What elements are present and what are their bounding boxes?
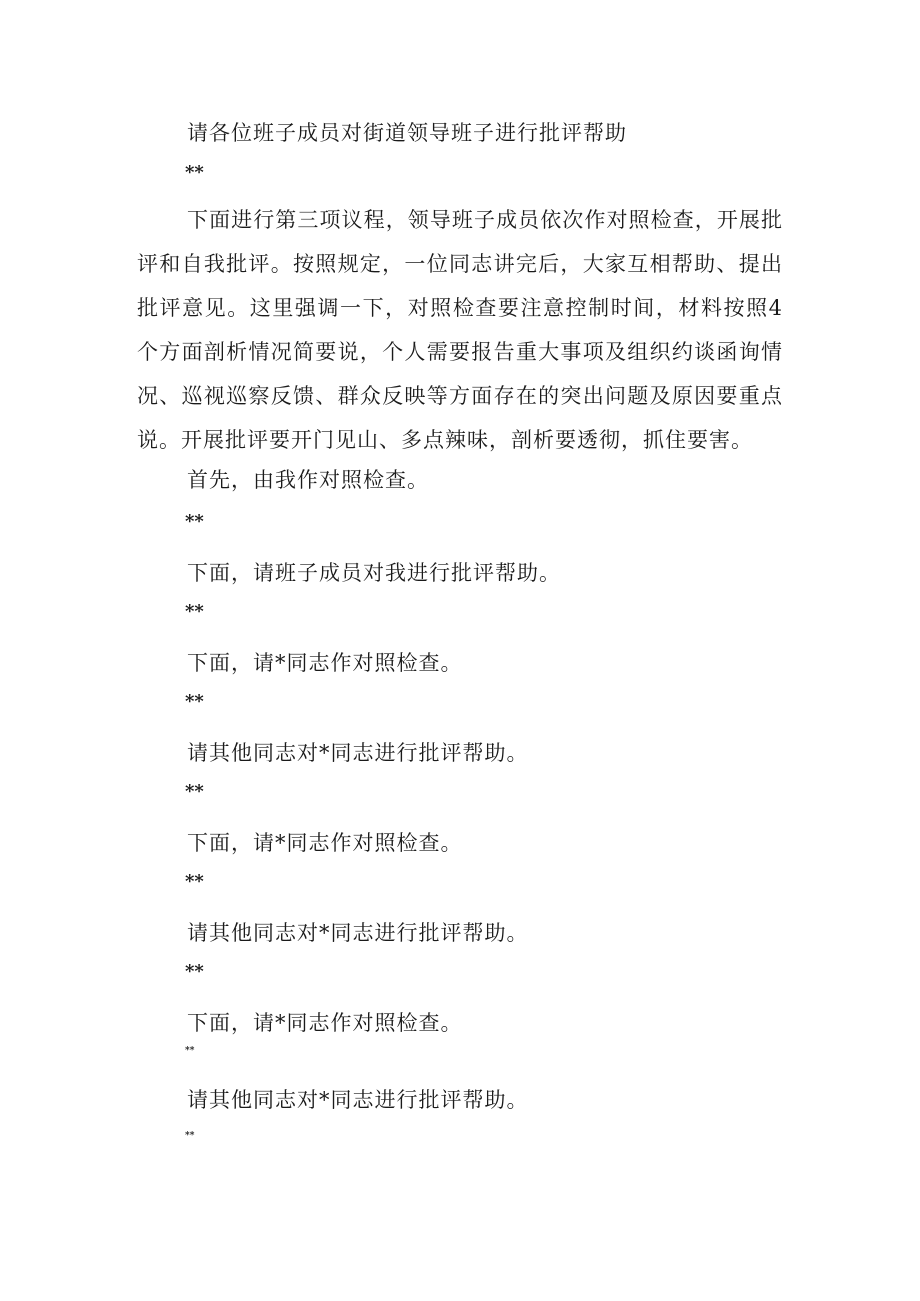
- marker: **: [185, 871, 204, 892]
- line-next-check: 下面，请*同志作对照检查。: [187, 651, 463, 675]
- marker-small: **: [185, 1046, 195, 1056]
- marker: **: [185, 691, 204, 712]
- line-first-self: 首先，由我作对照检查。: [187, 468, 429, 492]
- line-request-self: 下面，请班子成员对我进行批评帮助。: [187, 561, 561, 585]
- marker: **: [185, 511, 204, 532]
- marker: **: [185, 601, 204, 622]
- line-others-help: 请其他同志对*同志进行批评帮助。: [187, 921, 529, 945]
- marker: **: [185, 961, 204, 982]
- line-next-check: 下面，请*同志作对照检查。: [187, 831, 463, 855]
- line-next-check: 下面，请*同志作对照检查。: [187, 1011, 463, 1035]
- title-line: 请各位班子成员对街道领导班子进行批评帮助: [187, 121, 627, 145]
- line-others-help: 请其他同志对*同志进行批评帮助。: [187, 741, 529, 765]
- main-paragraph: 下面进行第三项议程，领导班子成员依次作对照检查，开展批评和自我批评。按照规定，一位同志讲完后，大家互相帮助、提出批评意见。这里强调一下，对照检查要注意控制时间，材料按照4个方面剖析情况简要说，个人需要报告重大事项及组织约谈函询情况、巡视巡察反馈、群众反映等方面存在的突出问题及原因要重点说。开展批评要开门见山、多点辣味，剖析要透彻，抓住要害。: [137, 208, 783, 452]
- marker: **: [185, 162, 204, 183]
- line-others-help: 请其他同志对*同志进行批评帮助。: [187, 1088, 529, 1112]
- marker-small: **: [185, 1131, 195, 1141]
- marker: **: [185, 781, 204, 802]
